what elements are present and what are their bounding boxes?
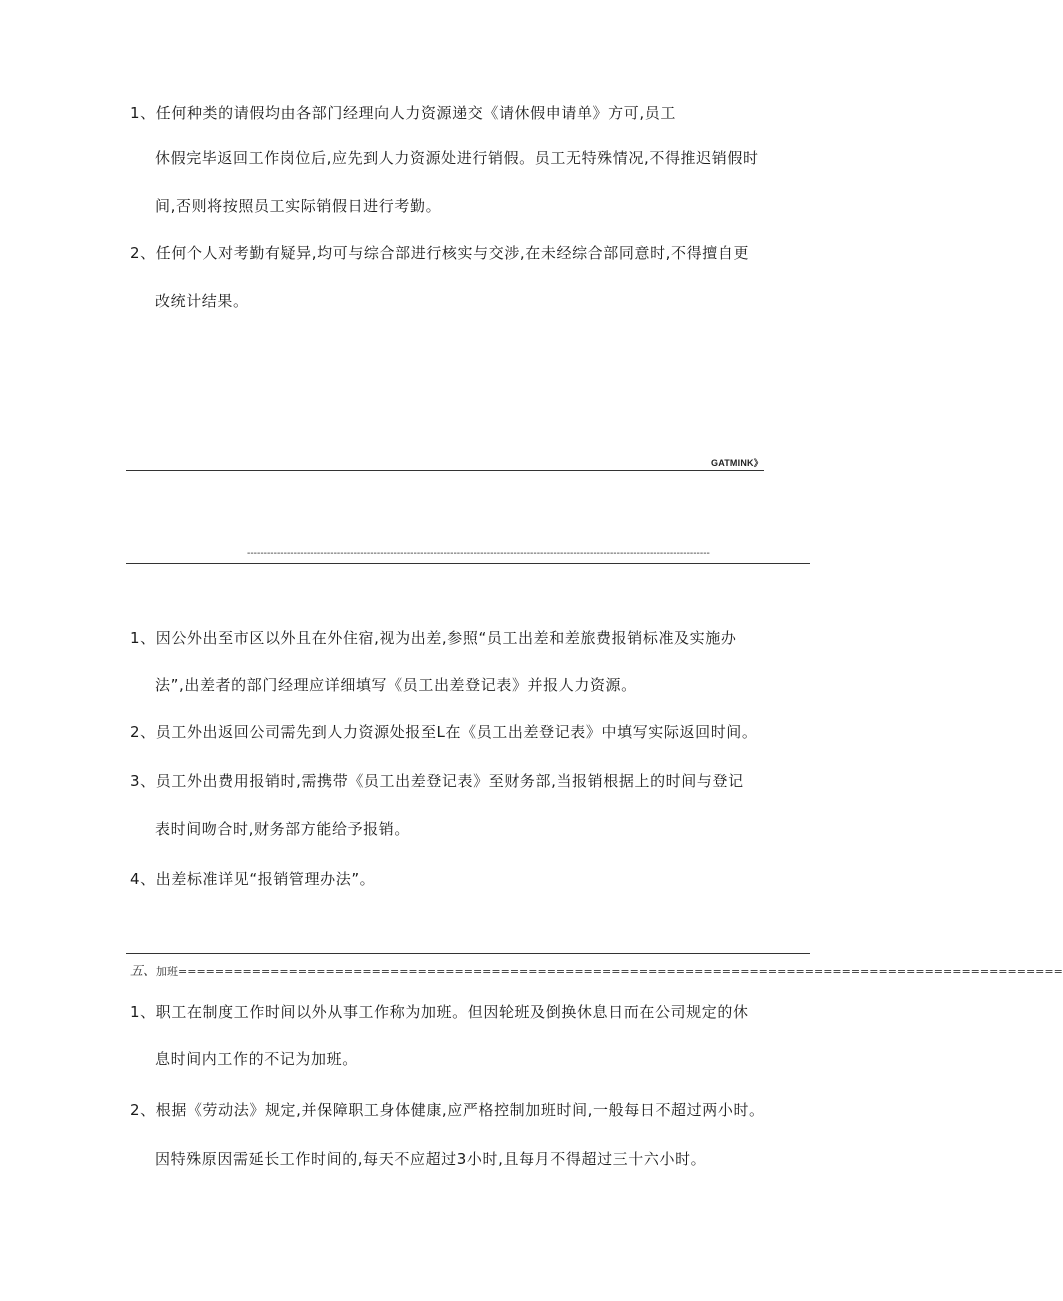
overtime-heading-dashes: ================================================================================================ [178, 965, 1063, 978]
overtime-heading-prefix: 五、 [130, 964, 157, 979]
leave-item-2-line-2: 改统计结果。 [155, 292, 249, 310]
dashed-divider: ------------------------------------------------------------------------------------------------------------------------------------------- [247, 548, 710, 559]
overtime-item-2-line-1: 2、根据《劳动法》规定,并保障职工身体健康,应严格控制加班时间,一般每日不超过两小时。 [130, 1101, 765, 1119]
section-rule-top [126, 470, 764, 471]
leave-item-2-line-1: 2、任何个人对考勤有疑异,均可与综合部进行核实与交涉,在未经综合部同意时,不得擅自更 [130, 244, 750, 262]
overtime-item-1-line-1: 1、职工在制度工作时间以外从事工作称为加班。但因轮班及倒换休息日而在公司规定的休 [130, 1003, 749, 1021]
section-rule-bottom [126, 563, 810, 564]
overtime-item-1-line-2: 息时间内工作的不记为加班。 [155, 1050, 358, 1068]
leave-item-1-line-3: 间,否则将按照员工实际销假日进行考勤。 [155, 197, 442, 215]
leave-item-1-line-1: 1、任何种类的请假均由各部门经理向人力资源递交《请休假申请单》方可,员工 [130, 104, 676, 122]
travel-item-4-line-1: 4、出差标准详见“报销管理办法”。 [130, 870, 376, 888]
overtime-heading-title: 加班 [156, 965, 179, 978]
header-mark: GATMINK》 [711, 458, 763, 468]
travel-item-1-line-2: 法”,出差者的部门经理应详细填写《员工出差登记表》并报人力资源。 [155, 676, 637, 694]
travel-item-2-line-1: 2、员工外出返回公司需先到人力资源处报至L在《员工出差登记表》中填写实际返回时间。 [130, 723, 758, 741]
leave-item-1-line-2: 休假完毕返回工作岗位后,应先到人力资源处进行销假。员工无特殊情况,不得推迟销假时 [155, 149, 759, 167]
travel-item-3-line-2: 表时间吻合时,财务部方能给予报销。 [155, 820, 410, 838]
overtime-heading [130, 960, 1063, 979]
overtime-rule [126, 953, 810, 954]
travel-item-3-line-1: 3、员工外出费用报销时,需携带《员工出差登记表》至财务部,当报销根据上的时间与登记 [130, 772, 744, 790]
overtime-item-2-line-2: 因特殊原因需延长工作时间的,每天不应超过3小时,且每月不得超过三十六小时。 [155, 1150, 707, 1168]
travel-item-1-line-1: 1、因公外出至市区以外且在外住宿,视为出差,参照“员工出差和差旅费报销标准及实施办 [130, 629, 737, 647]
